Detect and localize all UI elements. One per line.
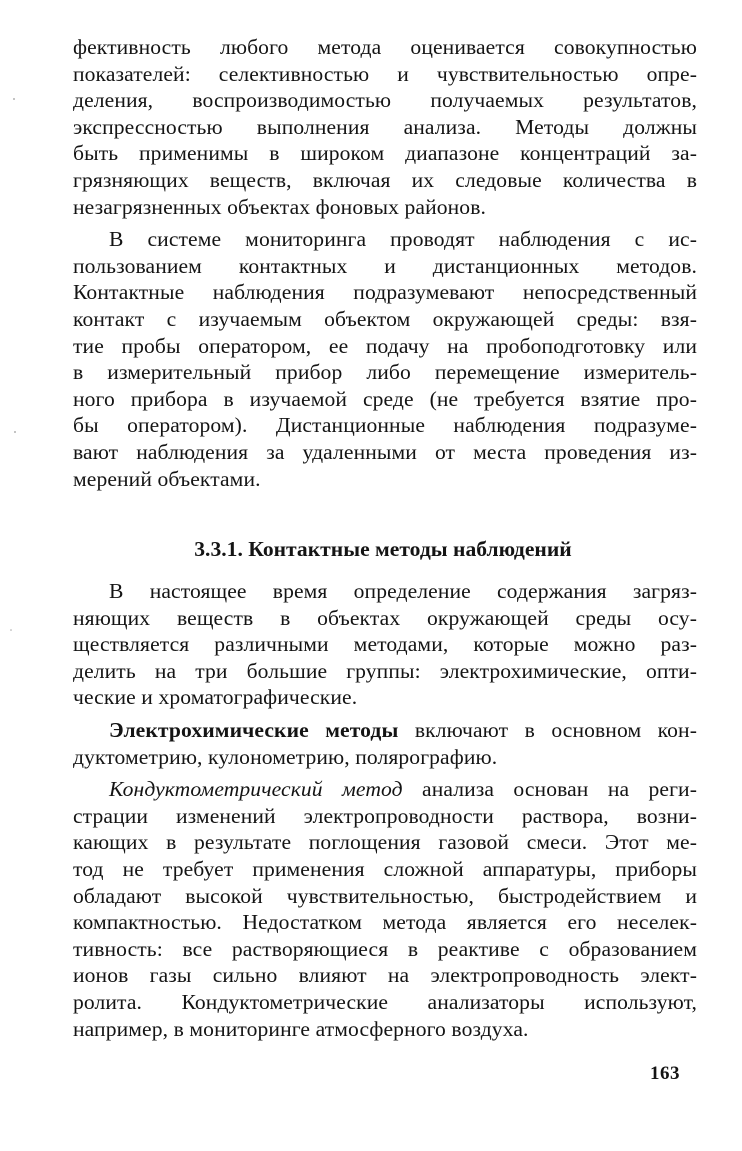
book-page [73, 34, 697, 1134]
paragraph-conductometric [73, 776, 697, 1042]
text-line: В системе мониторинга проводят наблюдения с ис- [109, 227, 697, 252]
text-line: кающих в результате поглощения газовой смеси. Этот ме- [73, 830, 697, 855]
italic-term: Кондуктометрический метод [109, 777, 403, 802]
text-line: в измерительный прибор либо перемещение измеритель- [73, 360, 697, 385]
text-line: ионов газы сильно влияют на электропроводность элект- [73, 963, 697, 988]
text-line: ролита. Кондуктометрические анализаторы используют, [73, 990, 697, 1014]
text-line: делить на три большие группы: электрохимические, опти- [73, 658, 697, 683]
text-line: ного прибора в изучаемой среде (не требуется взятие про- [73, 386, 697, 411]
text-line: например, в мониторинге атмосферного воздуха. [73, 1016, 529, 1041]
text-line: тие пробы оператором, ее подачу на пробоподготовку или [73, 333, 697, 358]
paragraph-intro [73, 578, 697, 711]
text-line: экспрессностью выполнения анализа. Методы должны [73, 114, 697, 139]
text-line: дуктометрию, кулонометрию, полярографию. [73, 744, 498, 769]
text-fragment: анализа основан на реги- [402, 777, 697, 802]
section-heading: 3.3.1. Контактные методы наблюдений [194, 537, 572, 562]
text-fragment: включают в основном кон- [398, 718, 697, 743]
text-line: страции изменений электропроводности раствора, возни- [73, 803, 697, 828]
text-line: незагрязненных объектах фоновых районов. [73, 194, 486, 219]
text-line: няющих веществ в объектах окружающей среды осу- [73, 605, 697, 630]
text-line: пользованием контактных и дистанционных методов. [73, 253, 697, 278]
page-number: 163 [650, 1063, 680, 1084]
paragraph-electrochemical [73, 717, 697, 770]
paragraph-monitoring [73, 226, 697, 492]
text-line: ческие и хроматографические. [73, 685, 358, 710]
text-line: контакт с изучаемым объектом окружающей среды: взя- [73, 306, 697, 331]
text-line: Контактные наблюдения подразумевают непосредственный [73, 280, 697, 305]
text-line: бы оператором). Дистанционные наблюдения подразуме- [73, 413, 697, 438]
text-line: грязняющих веществ, включая их следовые количества в [73, 167, 697, 192]
text-line: тивность: все растворяющиеся в реактиве с образованием [73, 936, 697, 961]
text-line: обладают высокой чувствительностью, быстродействием и [73, 883, 697, 908]
text-line [73, 776, 697, 803]
text-line [73, 717, 697, 744]
text-line: вают наблюдения за удаленными от места проведения из- [73, 439, 697, 464]
text-line: мерений объектами. [73, 466, 261, 491]
bold-term: Электрохимические методы [109, 718, 399, 743]
text-line: ществляется различными методами, которые можно раз- [73, 632, 697, 657]
paragraph-continuation [73, 34, 697, 220]
text-line: показателей: селективностью и чувствительностью опре- [73, 61, 697, 86]
text-line: быть применимы в широком диапазоне концентраций за- [73, 141, 697, 166]
text-line: тод не требует применения сложной аппаратуры, приборы [73, 857, 697, 882]
text-line: В настоящее время определение содержания загряз- [109, 579, 697, 604]
text-line: деления, воспроизводимостью получаемых результатов, [73, 88, 697, 113]
text-line: компактностью. Недостатком метода является его неселек- [73, 910, 697, 935]
text-line: фективность любого метода оценивается совокупностью [73, 35, 697, 59]
